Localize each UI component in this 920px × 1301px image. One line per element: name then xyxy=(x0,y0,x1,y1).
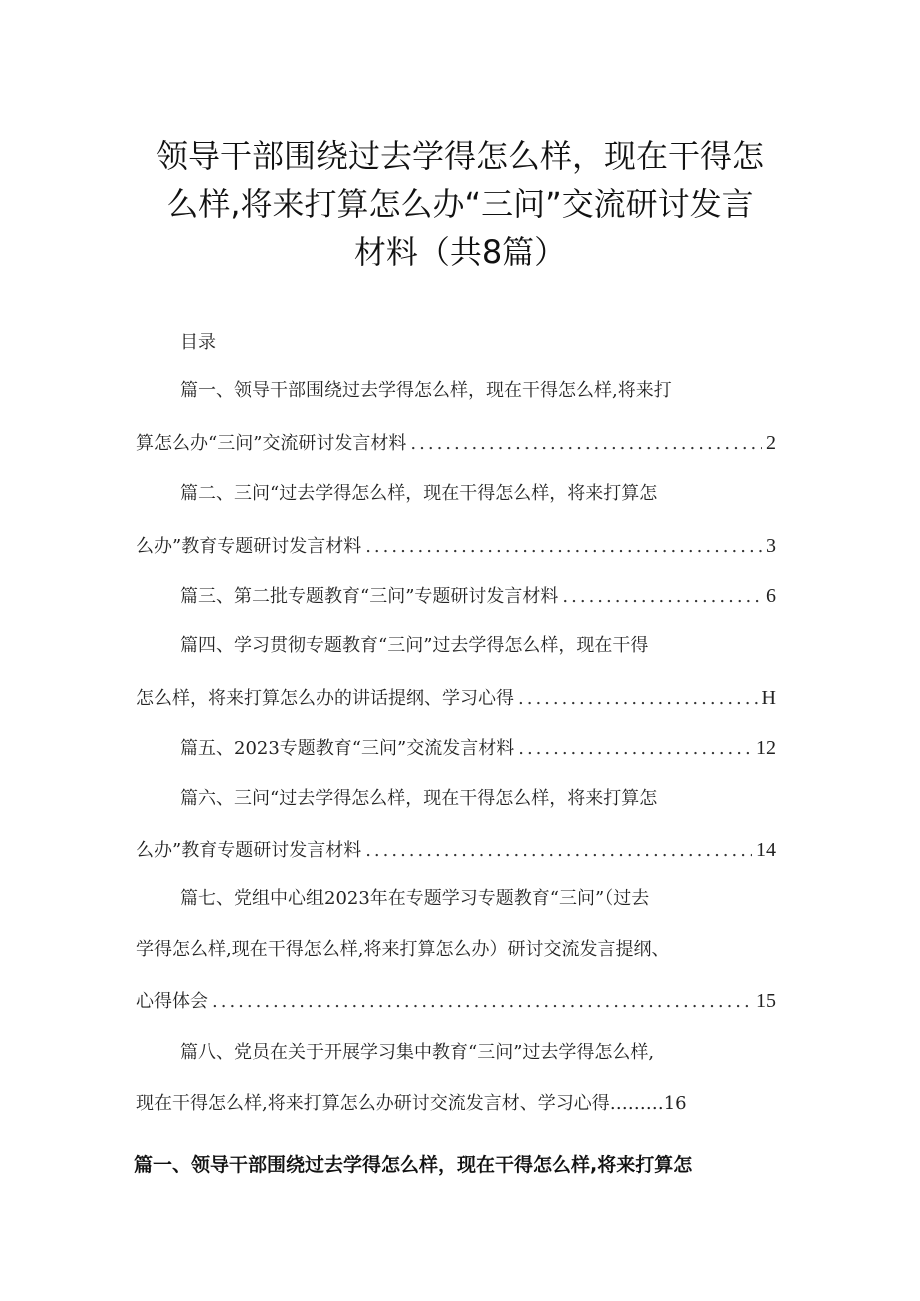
toc-entry-7-line-2[interactable]: 学得怎么样,现在干得怎么样,将来打算怎么办）研讨交流发言提纲、 xyxy=(136,939,670,960)
toc-entry-6-text: 么办”教育专题研讨发言材料 xyxy=(136,840,362,861)
leader-dots xyxy=(562,584,762,610)
toc-entry-2-page: 3 xyxy=(766,535,776,557)
toc-entry-4-page: H xyxy=(761,687,776,709)
title-line-2: 么样,将来打算怎么办“三问”交流研讨发言 xyxy=(166,185,754,223)
toc-entry-8-last-line[interactable]: 现在干得怎么样,将来打算怎么办研讨交流发言材、学习心得………16 xyxy=(136,1093,687,1114)
toc-entry-2-line-1[interactable]: 篇二、三问“过去学得怎么样，现在干得怎么样，将来打算怎 xyxy=(180,483,658,504)
leader-dots xyxy=(518,686,758,712)
toc-entry-1-line-1[interactable]: 篇一、领导干部围绕过去学得怎么样，现在干得怎么样,将来打 xyxy=(180,380,672,401)
toc-entry-5[interactable] xyxy=(180,735,776,761)
title-line-1: 领导干部围绕过去学得怎么样，现在干得怎 xyxy=(155,137,764,175)
toc-entry-4-text: 怎么样，将来打算怎么办的讲话提纲、学习心得 xyxy=(136,688,514,709)
toc-entry-4-last-line[interactable] xyxy=(136,685,776,711)
leader-dots xyxy=(518,736,752,762)
toc-entry-2-last-line[interactable] xyxy=(136,533,776,559)
toc-entry-7-line-1[interactable]: 篇七、党组中心组2023年在专题学习专题教育“三问”（过去 xyxy=(180,888,650,909)
toc-label: 目录 xyxy=(180,332,216,353)
toc-entry-1-last-line[interactable] xyxy=(136,430,776,456)
toc-entry-3-text: 篇三、第二批专题教育“三问”专题研讨发言材料 xyxy=(180,586,559,607)
toc-entry-2-text: 么办”教育专题研讨发言材料 xyxy=(136,536,362,557)
toc-entry-5-text: 篇五、2023专题教育“三问”交流发言材料 xyxy=(180,738,515,759)
toc-entry-5-page: 12 xyxy=(756,737,776,759)
toc-entry-6-last-line[interactable] xyxy=(136,837,776,863)
toc-entry-7-text: 心得体会 xyxy=(136,991,208,1012)
toc-entry-4-line-1[interactable]: 篇四、学习贯彻专题教育“三问”过去学得怎么样，现在干得 xyxy=(180,635,649,656)
toc-entry-1-page: 2 xyxy=(766,432,776,454)
leader-dots xyxy=(365,534,762,560)
toc-entry-7-last-line[interactable] xyxy=(136,988,776,1014)
leader-dots xyxy=(212,989,752,1015)
toc-entry-8-line-1[interactable]: 篇八、党员在关于开展学习集中教育“三问”过去学得怎么样, xyxy=(180,1042,655,1063)
title-line-3: 材料（共8篇） xyxy=(353,233,567,271)
leader-dots xyxy=(410,431,762,457)
document-title xyxy=(120,132,800,276)
toc-entry-3[interactable] xyxy=(180,583,776,609)
toc-entry-6-page: 14 xyxy=(756,839,776,861)
toc-entry-7-page: 15 xyxy=(756,990,776,1012)
section-heading: 篇一、领导干部围绕过去学得怎么样，现在干得怎么样,将来打算怎 xyxy=(134,1154,693,1176)
leader-dots xyxy=(365,838,752,864)
toc-entry-3-page: 6 xyxy=(766,585,776,607)
toc-entry-6-line-1[interactable]: 篇六、三问“过去学得怎么样，现在干得怎么样，将来打算怎 xyxy=(180,788,658,809)
toc-entry-1-text: 算怎么办“三问”交流研讨发言材料 xyxy=(136,433,407,454)
